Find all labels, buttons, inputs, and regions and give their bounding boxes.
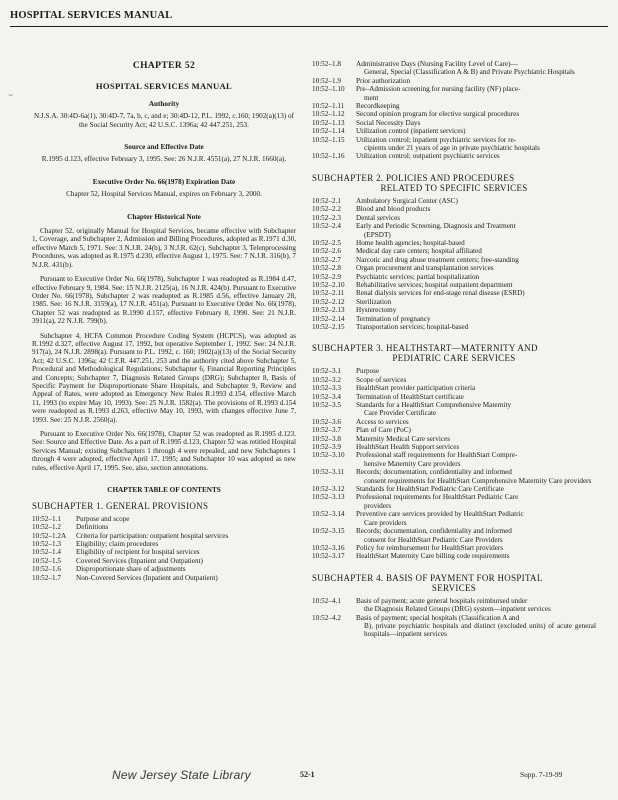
subchapter-3-title-line1: SUBCHAPTER 3. HEALTHSTART—MATERNITY AND <box>312 343 538 354</box>
section-title-text: Eligibility of recipient for hospital services <box>76 548 200 557</box>
toc-row <box>312 527 596 544</box>
section-title-text: Professional staff requirements for HealthStart Compre- <box>356 451 518 460</box>
exec-order-heading: Executive Order No. 66(1978) Expiration Date <box>92 177 236 186</box>
section-title-text: Termination of HealthStart certificate <box>356 392 464 401</box>
toc-row <box>312 393 596 401</box>
section-number: 10:52–1.6 <box>32 565 61 574</box>
authority-text: N.J.S.A. 30:4D-6a(1), 30:4D-7, 7a, b, c, and e; 30:4D-12, P.L. 1992, c.160; 1902(a)(13) of the Social Security Act; 42 U.S.C. 1396a; 42 447.251, 253. <box>33 112 295 129</box>
section-title-continuation: ment <box>364 93 379 102</box>
section-number: 10:52–3.7 <box>312 426 341 435</box>
section-title <box>356 510 596 527</box>
left-column <box>32 62 296 582</box>
toc-row <box>32 515 296 523</box>
section-title-text: Records; documentation, confidentiality and informed <box>356 468 512 477</box>
section-title <box>356 418 596 426</box>
chapter-number: CHAPTER 52 <box>132 61 196 71</box>
toc-row <box>312 239 596 247</box>
section-title <box>76 523 296 531</box>
section-title <box>356 544 596 552</box>
section-title <box>356 493 596 510</box>
section-title <box>356 289 596 297</box>
section-title <box>356 205 596 213</box>
section-title-text: Renal dialysis services for end-stage renal disease (ESRD) <box>356 289 525 298</box>
section-number: 10:52–2.7 <box>312 255 341 264</box>
section-number: 10:52–1.11 <box>312 102 345 111</box>
section-title <box>76 574 296 582</box>
section-number: 10:52–4.1 <box>312 596 341 605</box>
section-number: 10:52–2.15 <box>312 322 345 331</box>
toc-row <box>312 544 596 552</box>
section-title-text: Access to services <box>356 417 409 426</box>
library-stamp: New Jersey State Library <box>112 768 251 782</box>
toc-row <box>312 264 596 272</box>
section-title-text: Purpose <box>356 367 380 376</box>
section-title-text: Standards for HealthStart Pediatric Care Certificate <box>356 485 504 494</box>
section-title-text: Maternity Medical Care services <box>356 434 450 443</box>
section-number: 10:52–3.13 <box>312 493 345 502</box>
toc-row <box>312 367 596 375</box>
subchapter-4-title <box>312 573 596 593</box>
section-title <box>356 485 596 493</box>
section-title <box>76 515 296 523</box>
toc-row <box>32 548 296 556</box>
section-number: 10:52–2.6 <box>312 247 341 256</box>
section-number: 10:52–1.14 <box>312 127 345 136</box>
section-title <box>356 384 596 392</box>
section-title <box>356 110 596 118</box>
toc-row <box>312 401 596 418</box>
toc-row <box>312 426 596 434</box>
section-number: 10:52–3.3 <box>312 384 341 393</box>
section-number: 10:52–1.13 <box>312 118 345 127</box>
section-title <box>76 540 296 548</box>
section-title <box>356 77 596 85</box>
section-number: 10:52–1.3 <box>32 540 61 549</box>
section-number: 10:52–1.2A <box>32 531 67 540</box>
subchapter-1-continued-list <box>312 60 596 161</box>
section-title <box>356 443 596 451</box>
section-title-text: Hysterectomy <box>356 306 397 315</box>
section-title <box>356 527 596 544</box>
section-title-text: Scope of services <box>356 375 407 384</box>
section-title-text: Utilization control (inpatient services) <box>356 127 466 136</box>
section-title-text: Pre–Admission screening for nursing facility (NF) place- <box>356 85 521 94</box>
section-title <box>356 376 596 384</box>
section-number: 10:52–3.6 <box>312 417 341 426</box>
section-title-text: Recordkeeping <box>356 102 400 111</box>
section-title-continuation: consent for HealthStart Pediatric Care Providers <box>364 535 503 544</box>
section-title <box>356 247 596 255</box>
section-number: 10:52–2.9 <box>312 272 341 281</box>
section-title <box>356 85 596 102</box>
section-title-text: Covered Services (Inpatient and Outpatient) <box>76 556 203 565</box>
section-title-text: Non-Covered Services (Inpatient and Outpatient) <box>76 573 218 582</box>
subchapter-1-title: SUBCHAPTER 1. GENERAL PROVISIONS <box>32 501 209 512</box>
toc-row <box>312 102 596 110</box>
section-number: 10:52–1.10 <box>312 85 345 94</box>
supplement-date: Supp. 7-19-99 <box>520 770 563 779</box>
section-title-continuation: the Diagnosis Related Groups (DRG) system—inpatient services <box>364 605 551 614</box>
section-title <box>356 264 596 272</box>
historical-note-paragraph: Chapter 52, originally Manual for Hospital Services, became effective with Subchapter 1, Coverage, and Subchapter 2, Admission and Billing Procedures, adopted as R.1971 d.30, effective March 5, 1971. See: 3 N.J.R. 24(b), 3 N.J.R. 62(c). Subchapter 3, Telenprocessing Procedures, was adopted as R.1975 d.230, effective August 1, 1975. See: 7 N.J.R. 316(b), 7 N.J.R. 431(b). <box>32 227 296 269</box>
section-number: 10:52–1.7 <box>32 573 61 582</box>
section-title-text: Policy for reimbursement for HealthStart providers <box>356 543 504 552</box>
section-title-text: HealthStart Maternity Care billing code requirements <box>356 552 510 561</box>
section-title-text: Basis of payment; acute general hospitals reimbursed under <box>356 596 528 605</box>
section-number: 10:52–3.1 <box>312 367 341 376</box>
section-number: 10:52–3.5 <box>312 401 341 409</box>
section-title-text: HealthStart Health Support services <box>356 443 460 452</box>
section-title <box>356 451 596 468</box>
section-title-text: Utilization control; inpatient psychiatric services for re- <box>356 135 517 144</box>
toc-row <box>312 197 596 205</box>
toc-row <box>312 451 596 468</box>
toc-row <box>32 557 296 565</box>
section-number: 10:52–3.9 <box>312 443 341 452</box>
toc-row <box>312 597 596 614</box>
section-number: 10:52–3.11 <box>312 468 345 477</box>
toc-row <box>312 298 596 306</box>
toc-row <box>312 384 596 392</box>
section-number: 10:52–1.4 <box>32 548 61 557</box>
historical-note-paragraph: Pursuant to Executive Order No. 66(1978), Subchapter 1 was readopted as R.1984 d.47, effective February 9, 1984. See: 15 N.J.R. 2125(a), 16 N.J.R. 424(b). Pursuant to Executive Order No. 66(1978), Subchapter 2 was readopted as R.1985 d.56, effective January 28, 1985. See: 16 N.J.R. 3159(a), 17 N.J.R. 451(a). Pursuant to Executive Order No. 66(1978), Chapter 52 was readopted as R.1990 d.157, effective February 8, 1990. See: 21 N.J.R. 3911(a), 22 N.J.R. 799(b). <box>32 275 296 326</box>
section-title-continuation: cipients under 21 years of age in private psychiatric hospitals <box>364 144 540 153</box>
section-title-text: Eligibility; claim procedures <box>76 540 159 549</box>
section-title <box>356 552 596 560</box>
section-title-text: Preventive care services provided by HealthStart Pediatric <box>356 510 524 519</box>
margin-mark: ⌣ <box>8 90 14 99</box>
section-number: 10:52–3.4 <box>312 392 341 401</box>
section-title <box>356 597 596 614</box>
section-number: 10:52–2.4 <box>312 222 341 231</box>
section-title-continuation: General, Special (Classification A & B) and Private Psychiatric Hospitals <box>364 68 575 77</box>
section-title-text: Narcotic and drug abuse treatment centers; free-standing <box>356 255 519 264</box>
section-title-continuation: Care providers <box>364 518 407 527</box>
header-title: HOSPITAL SERVICES MANUAL <box>10 10 173 21</box>
exec-order-text: Chapter 52, Hospital Services Manual, expires on February 3, 2000. <box>66 190 262 199</box>
section-title <box>76 532 296 540</box>
section-number: 10:52–3.12 <box>312 485 345 494</box>
section-number: 10:52–3.15 <box>312 527 345 536</box>
subchapter-2-list <box>312 197 596 332</box>
toc-row <box>312 273 596 281</box>
toc-row <box>312 214 596 222</box>
section-title-text: Utilization control; outpatient psychiatric services <box>356 152 500 161</box>
section-title-text: Dental services <box>356 213 401 222</box>
section-title <box>356 239 596 247</box>
toc-row <box>312 435 596 443</box>
toc-row <box>312 281 596 289</box>
section-title-text: Psychiatric services; partial hospitalization <box>356 272 480 281</box>
section-title-text: Plan of Care (PoC) <box>356 426 411 435</box>
section-title <box>76 557 296 565</box>
section-title-continuation: B), private psychiatric hospitals and distinct (excluded units) of acute general hospitals—inpatient services <box>364 621 596 639</box>
toc-row <box>312 77 596 85</box>
historical-note-paragraph: Subchapter 4, HCFA Common Procedure Coding System (HCPCS), was adopted as R.1992 d.327, effective August 17, 1992, but operative September 1, 1992. See: 24 N.J.R. 917(a), 24 N.J.R. 2898(a). Pursuant to P.L. 1992, c. 160; 1902(a)(13) of the Social Security Act; 42 U.S.C. 1396a; 42 C.F.R. 447.251, 253 and the authority cited above Subchapter 5, Procedural and Methodological Regulations; Subchapter 6, Financial Reporting Principles and Concepts; Subchapter 7, Diagnosis Related Groups (DRG); Subchapter 8, Basis of Specific Payment for Disproportionate Share Hospitals, and Subchapter 9, Review and Appeal of Rates, were adopted as Emergency New Rules R.1993 d.154, effective March 11, 1993 (to expire May 10, 1993). See: 25 N.J.R. 1582(a). The provisions of R.1993 d.154 were readopted as R.1993 d.263, effective May 10, 1993, with changes effective June 7, 1993. See: 25 N.J.R. 2560(a). <box>32 331 296 424</box>
section-title-text: Transportation services; hospital-based <box>356 322 469 331</box>
section-title-continuation: hensive Maternity Care providers <box>364 459 461 468</box>
section-title-text: Rehabilitative services; hospital outpatient department <box>356 280 513 289</box>
section-title <box>356 315 596 323</box>
historical-note-heading: Chapter Historical Note <box>127 212 201 221</box>
section-title <box>356 323 596 331</box>
section-number: 10:52–3.16 <box>312 543 345 552</box>
section-title-text: Basis of payment; special hospitals (Classification A and <box>356 613 520 622</box>
section-title-text: Social Necessity Days <box>356 118 421 127</box>
subchapter-3-title-line2: PEDIATRIC CARE SERVICES <box>392 353 516 364</box>
section-number: 10:52–3.17 <box>312 552 345 561</box>
section-title <box>356 256 596 264</box>
toc-row <box>312 323 596 331</box>
section-title-continuation: consent requirements for HealthStart Comprehensive Maternity Care providers <box>364 476 592 485</box>
toc-row <box>312 222 596 239</box>
subchapter-3-list <box>312 367 596 560</box>
source-text: R.1995 d.123, effective February 3, 1995. See: 26 N.J.R. 4551(a), 27 N.J.R. 1660(a). <box>41 155 287 164</box>
toc-row <box>32 565 296 573</box>
toc-row <box>312 256 596 264</box>
section-title-continuation: providers <box>364 501 392 510</box>
section-title <box>356 614 596 639</box>
toc-row <box>312 376 596 384</box>
section-title <box>356 136 596 153</box>
toc-row <box>32 523 296 531</box>
historical-note-paragraph: Pursuant to Executive Order No. 66(1978), Chapter 52 was readopted as R.1995 d.123. See: Source and Effective Date. As a part of R.1995 d.123, Chapter 52 was retitled Hospital Services Manual; existing Subchapters 1 through 4 were repealed, and new Subchapters 1 through 4 were adopted, effective April 17, 1995; and Subchapter 10 was adopted as new rules, effective April 17, 1995. See, also, section annotations. <box>32 430 296 472</box>
section-number: 10:52–2.11 <box>312 289 345 298</box>
toc-row <box>312 127 596 135</box>
subchapter-4-title-line2: SERVICES <box>431 582 477 593</box>
subchapter-4-list <box>312 597 596 639</box>
section-title-text: Administrative Days (Nursing Facility Level of Care)— <box>356 60 518 68</box>
toc-row <box>312 247 596 255</box>
section-title-text: Disproportionate share of adjustments <box>76 565 186 574</box>
page-number: 52-1 <box>300 770 315 779</box>
toc-row <box>312 136 596 153</box>
section-number: 10:52–3.10 <box>312 451 345 460</box>
section-title <box>356 102 596 110</box>
section-title-text: Records; documentation, confidentiality and informed <box>356 527 512 536</box>
section-title <box>356 393 596 401</box>
section-title-text: Blood and blood products <box>356 205 431 214</box>
section-number: 10:52–2.14 <box>312 314 345 323</box>
toc-row <box>32 540 296 548</box>
section-title <box>356 214 596 222</box>
section-number: 10:52–2.5 <box>312 238 341 247</box>
toc-row <box>312 306 596 314</box>
subchapter-2-title-line1: SUBCHAPTER 2. POLICIES AND PROCEDURES <box>312 172 515 183</box>
section-title-text: Home health agencies; hospital-based <box>356 238 465 247</box>
toc-row <box>312 152 596 160</box>
toc-row <box>312 614 596 639</box>
toc-row <box>312 443 596 451</box>
section-title <box>356 60 596 77</box>
chapter-name: HOSPITAL SERVICES MANUAL <box>95 81 233 92</box>
section-title <box>356 468 596 485</box>
toc-row <box>312 205 596 213</box>
toc-row <box>312 468 596 485</box>
section-title-text: Professional requirements for HealthStart Pediatric Care <box>356 493 519 502</box>
section-title-text: Definitions <box>76 523 109 532</box>
right-column <box>312 60 596 639</box>
section-title-text: Prior authorization <box>356 76 411 85</box>
toc-row <box>312 119 596 127</box>
section-number: 10:52–2.8 <box>312 264 341 273</box>
section-number: 10:52–1.9 <box>312 76 341 85</box>
section-number: 10:52–2.12 <box>312 297 345 306</box>
section-title-text: Termination of pregnancy <box>356 314 431 323</box>
subchapter-2-title-line2: RELATED TO SPECIFIC SERVICES <box>380 182 528 193</box>
section-number: 10:52–4.2 <box>312 613 341 622</box>
section-number: 10:52–2.10 <box>312 280 345 289</box>
section-title <box>356 127 596 135</box>
section-title <box>356 435 596 443</box>
section-title <box>76 548 296 556</box>
subchapter-1-list <box>32 515 296 582</box>
toc-row <box>312 552 596 560</box>
toc-row <box>312 60 596 77</box>
section-title-text: Sterilization <box>356 297 392 306</box>
section-title <box>356 401 596 418</box>
toc-row <box>32 532 296 540</box>
source-heading: Source and Effective Date <box>124 143 204 152</box>
section-title <box>356 273 596 281</box>
section-title-text: Second opinion program for elective surgical procedures <box>356 110 520 119</box>
section-title-text: Standards for a HealthStart Comprehensive Maternity <box>356 401 512 409</box>
section-number: 10:52–2.1 <box>312 196 341 205</box>
section-title <box>356 306 596 314</box>
section-number: 10:52–1.8 <box>312 60 341 68</box>
section-number: 10:52–1.5 <box>32 556 61 565</box>
section-title-text: Medical day care centers; hospital affiliated <box>356 247 482 256</box>
section-title <box>356 197 596 205</box>
section-title <box>76 565 296 573</box>
toc-row <box>312 289 596 297</box>
section-number: 10:52–3.2 <box>312 375 341 384</box>
authority-heading: Authority <box>148 99 180 108</box>
toc-row <box>312 493 596 510</box>
section-title-text: Ambulatory Surgical Center (ASC) <box>356 196 458 205</box>
running-header <box>10 6 608 27</box>
section-title-continuation: Care Provider Certificate <box>364 409 437 418</box>
section-title <box>356 222 596 239</box>
toc-row <box>312 418 596 426</box>
section-number: 10:52–1.2 <box>32 523 61 532</box>
section-number: 10:52–1.16 <box>312 152 345 161</box>
section-title <box>356 426 596 434</box>
section-title <box>356 367 596 375</box>
section-title <box>356 152 596 160</box>
section-title-text: Organ procurement and transplantation services <box>356 264 494 273</box>
toc-row <box>312 110 596 118</box>
section-title-continuation: (EPSDT) <box>364 230 391 239</box>
section-title <box>356 119 596 127</box>
section-number: 10:52–2.13 <box>312 306 345 315</box>
subchapter-3-title <box>312 343 596 363</box>
subchapter-2-title <box>312 173 596 193</box>
section-number: 10:52–1.12 <box>312 110 345 119</box>
section-title-text: Early and Periodic Screening, Diagnosis and Treatment <box>356 222 516 231</box>
toc-row <box>312 485 596 493</box>
toc-row <box>312 315 596 323</box>
toc-heading: CHAPTER TABLE OF CONTENTS <box>107 486 221 495</box>
toc-row <box>32 574 296 582</box>
section-title <box>356 281 596 289</box>
toc-row <box>312 510 596 527</box>
section-title-text: Criteria for participation: outpatient hospital services <box>76 531 229 540</box>
section-number: 10:52–3.14 <box>312 510 345 519</box>
subchapter-4-title-line1: SUBCHAPTER 4. BASIS OF PAYMENT FOR HOSPITAL <box>312 572 543 583</box>
section-title-text: HealthStart provider participation criteria <box>356 384 476 393</box>
section-title <box>356 298 596 306</box>
section-number: 10:52–3.8 <box>312 434 341 443</box>
section-number: 10:52–2.2 <box>312 205 341 214</box>
section-number: 10:52–1.1 <box>32 514 61 523</box>
section-number: 10:52–2.3 <box>312 213 341 222</box>
section-number: 10:52–1.15 <box>312 135 345 144</box>
section-title-text: Purpose and scope <box>76 514 130 523</box>
toc-row <box>312 85 596 102</box>
